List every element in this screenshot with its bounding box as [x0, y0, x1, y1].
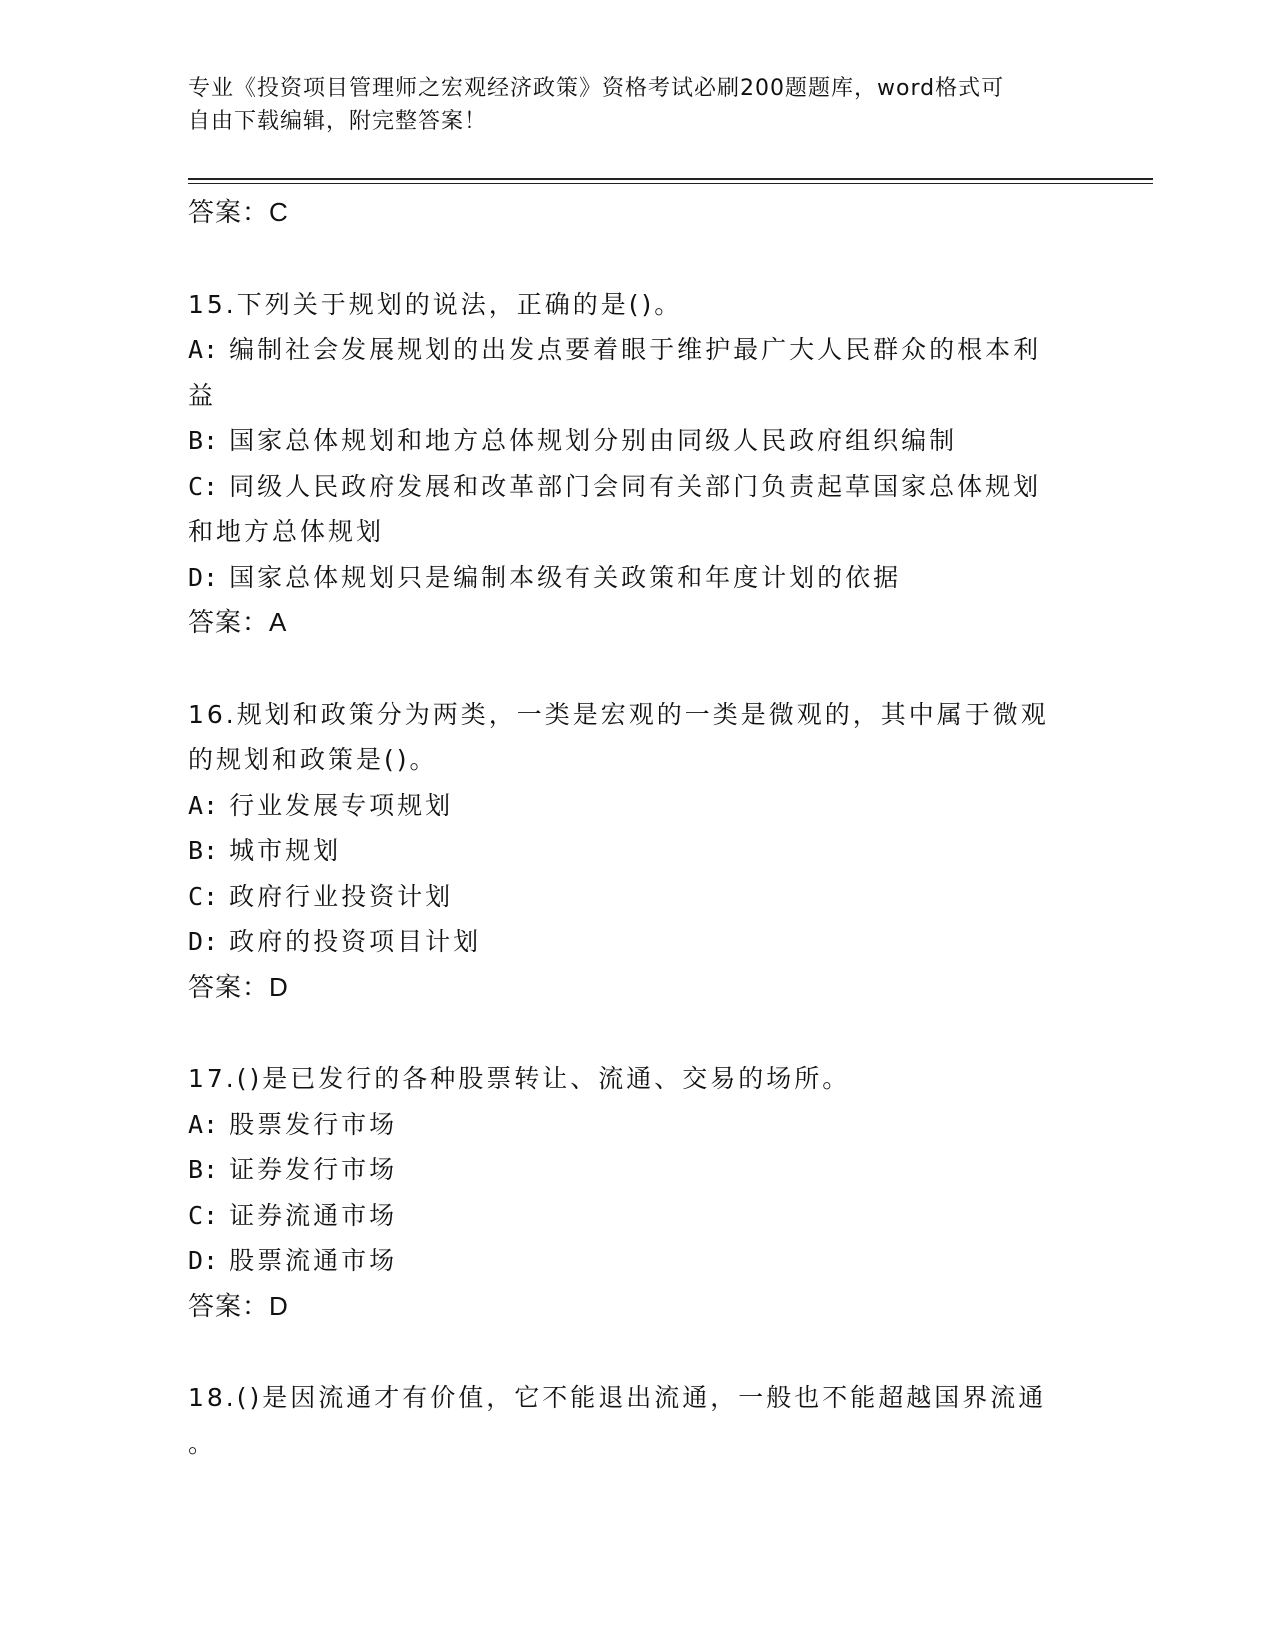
answer-option [188, 1238, 1068, 1284]
option-text: 股票流通市场 [229, 1246, 398, 1275]
question-stem: 16.规划和政策分为两类，一类是宏观的一类是微观的，其中属于微观 [188, 699, 1049, 729]
option-text: 政府的投资项目计划 [229, 927, 482, 956]
option-text: 股票发行市场 [229, 1109, 398, 1139]
option-text: 证券流通市场 [229, 1200, 398, 1230]
option-letter: C: [188, 1200, 219, 1230]
question-stem: 15.下列关于规划的说法，正确的是()。 [188, 289, 683, 319]
answer-option [188, 1102, 1068, 1148]
option-text: 编制社会发展规划的出发点要着眼于维护最广大人民群众的根本利 [229, 335, 1042, 364]
option-letter: B: [188, 836, 219, 865]
question-list [188, 190, 1068, 1466]
option-letter: A: [188, 1109, 219, 1139]
question-spacer [188, 1329, 1068, 1375]
option-text: 城市规划 [229, 836, 342, 865]
question-stem: 。 [188, 1428, 217, 1458]
question-stem: 18.()是因流通才有价值，它不能退出流通，一般也不能超越国界流通 [188, 1383, 1047, 1412]
option-text: 和地方总体规划 [188, 517, 385, 546]
option-text: 国家总体规划和地方总体规划分别由同级人民政府组织编制 [229, 426, 958, 455]
question-stem: 17.()是已发行的各种股票转让、流通、交易的场所。 [188, 1064, 851, 1093]
answer-option [188, 874, 1068, 920]
answer-option [188, 327, 1068, 373]
question-block [188, 236, 1068, 646]
option-letter: C: [188, 881, 219, 911]
question-block [188, 646, 1068, 1011]
header-divider-thin [188, 183, 1153, 184]
header-title-line-1: 专业《投资项目管理师之宏观经济政策》资格考试必刷200题题库，word格式可 [188, 76, 1005, 101]
option-letter: A: [188, 790, 219, 820]
option-letter: B: [188, 426, 219, 455]
answer-option [188, 373, 1068, 419]
option-letter: D: [188, 1246, 219, 1275]
question-spacer [188, 236, 1068, 282]
option-letter: C: [188, 471, 219, 501]
option-letter: D: [188, 927, 219, 956]
answer-option [188, 418, 1068, 464]
question-answer: 答案：D [188, 971, 289, 1002]
answer-option [188, 783, 1068, 829]
answer-option [188, 919, 1068, 965]
option-text: 政府行业投资计划 [229, 881, 454, 911]
header-divider [188, 178, 1153, 180]
question-block [188, 1010, 1068, 1329]
document-header [188, 72, 1068, 138]
option-letter: B: [188, 1155, 219, 1184]
answer-option [188, 555, 1068, 601]
answer-option [188, 464, 1068, 510]
question-stem: 的规划和政策是()。 [188, 745, 438, 774]
option-text: 证券发行市场 [229, 1155, 398, 1184]
header-title-line-2: 自由下载编辑，附完整答案！ [188, 109, 488, 134]
option-text: 益 [188, 380, 217, 410]
option-letter: D: [188, 562, 219, 592]
question-answer: 答案：A [188, 607, 288, 637]
question-answer: 答案：D [188, 1290, 289, 1321]
option-text: 国家总体规划只是编制本级有关政策和年度计划的依据 [229, 562, 902, 592]
answer-option [188, 509, 1068, 555]
option-letter: A: [188, 335, 219, 364]
answer-option [188, 1147, 1068, 1193]
question-spacer [188, 646, 1068, 692]
option-text: 行业发展专项规划 [229, 790, 454, 820]
option-text: 同级人民政府发展和改革部门会同有关部门负责起草国家总体规划 [229, 471, 1042, 501]
question-spacer [188, 1010, 1068, 1056]
answer-option [188, 828, 1068, 874]
previous-answer: 答案：C [188, 197, 289, 227]
answer-option [188, 1193, 1068, 1239]
question-block [188, 1329, 1068, 1466]
